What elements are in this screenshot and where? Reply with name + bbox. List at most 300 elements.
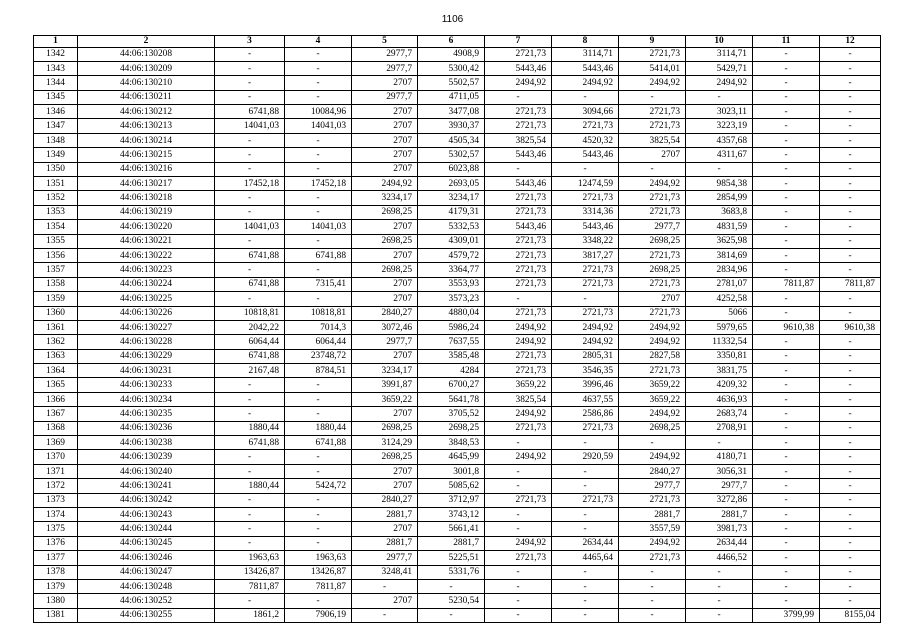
- value-cell: 3124,29: [352, 436, 418, 450]
- value-cell: 6741,88: [285, 436, 352, 450]
- table-row: [34, 608, 881, 622]
- value-cell: 1880,44: [285, 421, 352, 435]
- value-cell: 3364,77: [418, 263, 485, 277]
- value-cell: 5979,65: [686, 320, 753, 334]
- value-cell: -: [753, 61, 820, 75]
- value-cell: -: [215, 292, 285, 306]
- value-cell: 5641,78: [418, 392, 485, 406]
- value-cell: -: [820, 191, 881, 205]
- table-row: [34, 579, 881, 593]
- value-cell: -: [820, 133, 881, 147]
- value-cell: -: [753, 479, 820, 493]
- value-cell: -: [820, 349, 881, 363]
- table-row: [34, 133, 881, 147]
- value-cell: -: [820, 90, 881, 104]
- value-cell: 2721,73: [619, 47, 686, 61]
- table-row: [34, 335, 881, 349]
- cadastral-number-cell: 44:06:130245: [78, 536, 215, 550]
- value-cell: 10818,81: [285, 306, 352, 320]
- value-cell: 5424,72: [285, 479, 352, 493]
- value-cell: 2494,92: [352, 177, 418, 191]
- value-cell: -: [285, 263, 352, 277]
- value-cell: -: [485, 292, 552, 306]
- value-cell: 2881,7: [619, 508, 686, 522]
- value-cell: 7014,3: [285, 320, 352, 334]
- value-cell: -: [753, 378, 820, 392]
- column-header-8: 8: [552, 36, 619, 48]
- value-cell: 4637,55: [552, 392, 619, 406]
- value-cell: 2881,7: [418, 536, 485, 550]
- value-cell: 5443,46: [552, 61, 619, 75]
- value-cell: 2977,7: [352, 47, 418, 61]
- value-cell: 2707: [352, 162, 418, 176]
- value-cell: 11332,54: [686, 335, 753, 349]
- row-number-cell: 1369: [34, 436, 78, 450]
- value-cell: 3348,22: [552, 234, 619, 248]
- value-cell: 2721,73: [485, 205, 552, 219]
- value-cell: -: [619, 594, 686, 608]
- cadastral-number-cell: 44:06:130248: [78, 579, 215, 593]
- value-cell: -: [485, 508, 552, 522]
- value-cell: -: [753, 493, 820, 507]
- value-cell: -: [753, 392, 820, 406]
- value-cell: 2977,7: [352, 61, 418, 75]
- value-cell: 2840,27: [619, 464, 686, 478]
- table-row: [34, 119, 881, 133]
- value-cell: 2840,27: [352, 306, 418, 320]
- value-cell: -: [552, 565, 619, 579]
- value-cell: 1861,2: [215, 608, 285, 622]
- value-cell: 2707: [352, 133, 418, 147]
- value-cell: 2854,99: [686, 191, 753, 205]
- value-cell: 2920,59: [552, 450, 619, 464]
- value-cell: 14041,03: [215, 220, 285, 234]
- value-cell: -: [820, 220, 881, 234]
- value-cell: 4831,59: [686, 220, 753, 234]
- value-cell: 7811,87: [820, 277, 881, 291]
- value-cell: 5300,42: [418, 61, 485, 75]
- value-cell: 3557,59: [619, 522, 686, 536]
- cadastral-number-cell: 44:06:130224: [78, 277, 215, 291]
- row-number-cell: 1356: [34, 248, 78, 262]
- cadastral-number-cell: 44:06:130242: [78, 493, 215, 507]
- row-number-cell: 1357: [34, 263, 78, 277]
- value-cell: 2721,73: [485, 306, 552, 320]
- value-cell: 23748,72: [285, 349, 352, 363]
- value-cell: 3056,31: [686, 464, 753, 478]
- table-header: [34, 36, 881, 48]
- value-cell: 8155,04: [820, 608, 881, 622]
- value-cell: -: [820, 61, 881, 75]
- value-cell: 4711,05: [418, 90, 485, 104]
- value-cell: 2494,92: [619, 76, 686, 90]
- row-number-cell: 1373: [34, 493, 78, 507]
- row-number-cell: 1346: [34, 105, 78, 119]
- value-cell: 4357,68: [686, 133, 753, 147]
- row-number-cell: 1375: [34, 522, 78, 536]
- value-cell: 2042,22: [215, 320, 285, 334]
- value-cell: -: [753, 421, 820, 435]
- value-cell: -: [820, 47, 881, 61]
- value-cell: 5986,24: [418, 320, 485, 334]
- value-cell: 3817,27: [552, 248, 619, 262]
- value-cell: 2707: [352, 277, 418, 291]
- value-cell: 6064,44: [215, 335, 285, 349]
- value-cell: 10818,81: [215, 306, 285, 320]
- value-cell: -: [820, 205, 881, 219]
- value-cell: -: [753, 364, 820, 378]
- value-cell: -: [215, 464, 285, 478]
- value-cell: 2721,73: [485, 277, 552, 291]
- value-cell: 3799,99: [753, 608, 820, 622]
- value-cell: -: [215, 508, 285, 522]
- value-cell: -: [552, 522, 619, 536]
- table-row: [34, 450, 881, 464]
- value-cell: -: [285, 522, 352, 536]
- table-row: [34, 306, 881, 320]
- value-cell: 2977,7: [352, 90, 418, 104]
- value-cell: 2721,73: [619, 105, 686, 119]
- value-cell: 2167,48: [215, 364, 285, 378]
- table-row: [34, 407, 881, 421]
- value-cell: 9610,38: [753, 320, 820, 334]
- value-cell: -: [215, 61, 285, 75]
- value-cell: -: [485, 594, 552, 608]
- value-cell: 5085,62: [418, 479, 485, 493]
- value-cell: 3234,17: [352, 191, 418, 205]
- cadastral-number-cell: 44:06:130229: [78, 349, 215, 363]
- value-cell: -: [820, 292, 881, 306]
- value-cell: -: [686, 608, 753, 622]
- value-cell: 12474,59: [552, 177, 619, 191]
- value-cell: 5331,76: [418, 565, 485, 579]
- value-cell: 2707: [352, 464, 418, 478]
- value-cell: 2707: [352, 522, 418, 536]
- column-header-12: 12: [820, 36, 881, 48]
- cadastral-number-cell: 44:06:130226: [78, 306, 215, 320]
- value-cell: -: [753, 407, 820, 421]
- value-cell: 2707: [352, 292, 418, 306]
- cadastral-number-cell: 44:06:130240: [78, 464, 215, 478]
- table-row: [34, 162, 881, 176]
- table-row: [34, 522, 881, 536]
- value-cell: -: [753, 205, 820, 219]
- value-cell: -: [753, 349, 820, 363]
- value-cell: -: [215, 392, 285, 406]
- cadastral-number-cell: 44:06:130213: [78, 119, 215, 133]
- value-cell: 2494,92: [552, 76, 619, 90]
- cadastral-number-cell: 44:06:130236: [78, 421, 215, 435]
- value-cell: -: [686, 579, 753, 593]
- value-cell: -: [753, 292, 820, 306]
- value-cell: -: [485, 464, 552, 478]
- value-cell: -: [753, 551, 820, 565]
- cadastral-number-cell: 44:06:130216: [78, 162, 215, 176]
- row-number-cell: 1367: [34, 407, 78, 421]
- value-cell: 3825,54: [485, 392, 552, 406]
- row-number-cell: 1371: [34, 464, 78, 478]
- row-number-cell: 1379: [34, 579, 78, 593]
- value-cell: 9854,38: [686, 177, 753, 191]
- value-cell: 3023,11: [686, 105, 753, 119]
- value-cell: -: [485, 608, 552, 622]
- row-number-cell: 1351: [34, 177, 78, 191]
- value-cell: -: [215, 133, 285, 147]
- cadastral-number-cell: 44:06:130231: [78, 364, 215, 378]
- value-cell: -: [820, 436, 881, 450]
- row-number-cell: 1354: [34, 220, 78, 234]
- row-number-cell: 1378: [34, 565, 78, 579]
- value-cell: 1880,44: [215, 479, 285, 493]
- cadastral-number-cell: 44:06:130222: [78, 248, 215, 262]
- value-cell: 6741,88: [285, 248, 352, 262]
- row-number-cell: 1348: [34, 133, 78, 147]
- value-cell: -: [418, 608, 485, 622]
- value-cell: -: [753, 248, 820, 262]
- value-cell: -: [552, 436, 619, 450]
- row-number-cell: 1381: [34, 608, 78, 622]
- value-cell: -: [753, 47, 820, 61]
- value-cell: -: [686, 436, 753, 450]
- value-cell: -: [485, 162, 552, 176]
- value-cell: -: [215, 407, 285, 421]
- value-cell: -: [285, 234, 352, 248]
- value-cell: 4284: [418, 364, 485, 378]
- value-cell: -: [820, 234, 881, 248]
- row-number-cell: 1374: [34, 508, 78, 522]
- value-cell: -: [753, 177, 820, 191]
- value-cell: 2721,73: [485, 349, 552, 363]
- column-header-7: 7: [485, 36, 552, 48]
- value-cell: 14041,03: [285, 119, 352, 133]
- cadastral-number-cell: 44:06:130215: [78, 148, 215, 162]
- value-cell: 2698,25: [352, 205, 418, 219]
- value-cell: 3683,8: [686, 205, 753, 219]
- value-cell: 2721,73: [485, 234, 552, 248]
- value-cell: 3625,98: [686, 234, 753, 248]
- value-cell: -: [820, 421, 881, 435]
- value-cell: 3114,71: [686, 47, 753, 61]
- table-row: [34, 220, 881, 234]
- table-row: [34, 508, 881, 522]
- value-cell: 3705,52: [418, 407, 485, 421]
- value-cell: 2721,73: [485, 105, 552, 119]
- value-cell: 4466,52: [686, 551, 753, 565]
- value-cell: 3659,22: [352, 392, 418, 406]
- value-cell: 2721,73: [485, 551, 552, 565]
- table-row: [34, 493, 881, 507]
- value-cell: 5502,57: [418, 76, 485, 90]
- table-row: [34, 594, 881, 608]
- cadastral-number-cell: 44:06:130227: [78, 320, 215, 334]
- cadastral-number-cell: 44:06:130218: [78, 191, 215, 205]
- value-cell: 2977,7: [619, 220, 686, 234]
- value-cell: 5230,54: [418, 594, 485, 608]
- row-number-cell: 1358: [34, 277, 78, 291]
- value-cell: -: [215, 493, 285, 507]
- value-cell: 1963,63: [215, 551, 285, 565]
- cadastral-number-cell: 44:06:130208: [78, 47, 215, 61]
- value-cell: -: [753, 464, 820, 478]
- value-cell: 6741,88: [215, 349, 285, 363]
- value-cell: 3477,08: [418, 105, 485, 119]
- value-cell: 2698,25: [619, 421, 686, 435]
- value-cell: -: [753, 76, 820, 90]
- column-header-5: 5: [352, 36, 418, 48]
- value-cell: -: [215, 47, 285, 61]
- value-cell: 2721,73: [485, 421, 552, 435]
- value-cell: 5302,57: [418, 148, 485, 162]
- value-cell: 4636,93: [686, 392, 753, 406]
- value-cell: 6741,88: [215, 248, 285, 262]
- cadastral-number-cell: 44:06:130235: [78, 407, 215, 421]
- cadastral-number-cell: 44:06:130255: [78, 608, 215, 622]
- value-cell: 1963,63: [285, 551, 352, 565]
- value-cell: 3114,71: [552, 47, 619, 61]
- value-cell: 7315,41: [285, 277, 352, 291]
- value-cell: -: [820, 565, 881, 579]
- value-cell: 2698,25: [352, 421, 418, 435]
- value-cell: 2827,58: [619, 349, 686, 363]
- value-cell: 2721,73: [485, 263, 552, 277]
- value-cell: 2698,25: [352, 450, 418, 464]
- cadastral-number-cell: 44:06:130244: [78, 522, 215, 536]
- table-row: [34, 479, 881, 493]
- value-cell: 2721,73: [552, 277, 619, 291]
- value-cell: 2683,74: [686, 407, 753, 421]
- row-number-cell: 1366: [34, 392, 78, 406]
- table-row: [34, 320, 881, 334]
- value-cell: 2721,73: [619, 205, 686, 219]
- table-row: [34, 436, 881, 450]
- value-cell: -: [352, 579, 418, 593]
- value-cell: -: [215, 76, 285, 90]
- value-cell: 5443,46: [485, 148, 552, 162]
- value-cell: 5443,46: [485, 177, 552, 191]
- value-cell: -: [686, 594, 753, 608]
- table-row: [34, 234, 881, 248]
- row-number-cell: 1353: [34, 205, 78, 219]
- table-row: [34, 148, 881, 162]
- value-cell: 2698,25: [352, 234, 418, 248]
- column-header-6: 6: [418, 36, 485, 48]
- value-cell: -: [215, 148, 285, 162]
- row-number-cell: 1365: [34, 378, 78, 392]
- value-cell: -: [820, 177, 881, 191]
- row-number-cell: 1377: [34, 551, 78, 565]
- value-cell: 2494,92: [485, 320, 552, 334]
- value-cell: 2721,73: [485, 119, 552, 133]
- value-cell: -: [552, 464, 619, 478]
- value-cell: -: [820, 335, 881, 349]
- value-cell: 3659,22: [619, 378, 686, 392]
- value-cell: -: [619, 565, 686, 579]
- value-cell: 2721,73: [619, 364, 686, 378]
- value-cell: 4880,04: [418, 306, 485, 320]
- value-cell: -: [753, 148, 820, 162]
- value-cell: 3848,53: [418, 436, 485, 450]
- value-cell: 2707: [619, 292, 686, 306]
- value-cell: 2721,73: [552, 306, 619, 320]
- value-cell: -: [753, 522, 820, 536]
- value-cell: 5661,41: [418, 522, 485, 536]
- value-cell: -: [820, 119, 881, 133]
- value-cell: -: [753, 450, 820, 464]
- value-cell: 3991,87: [352, 378, 418, 392]
- value-cell: -: [285, 133, 352, 147]
- value-cell: 2721,73: [619, 119, 686, 133]
- value-cell: -: [418, 579, 485, 593]
- table-row: [34, 177, 881, 191]
- row-number-cell: 1359: [34, 292, 78, 306]
- value-cell: -: [485, 522, 552, 536]
- row-number-cell: 1344: [34, 76, 78, 90]
- value-cell: 3072,46: [352, 320, 418, 334]
- cadastral-number-cell: 44:06:130225: [78, 292, 215, 306]
- value-cell: 6700,27: [418, 378, 485, 392]
- value-cell: 4179,31: [418, 205, 485, 219]
- value-cell: 2698,25: [619, 263, 686, 277]
- value-cell: 2494,92: [619, 320, 686, 334]
- value-cell: -: [820, 105, 881, 119]
- table-row: [34, 76, 881, 90]
- value-cell: 2840,27: [352, 493, 418, 507]
- value-cell: -: [285, 90, 352, 104]
- cadastral-number-cell: 44:06:130219: [78, 205, 215, 219]
- value-cell: -: [686, 565, 753, 579]
- value-cell: -: [619, 162, 686, 176]
- value-cell: -: [215, 234, 285, 248]
- value-cell: -: [285, 407, 352, 421]
- value-cell: 2977,7: [352, 335, 418, 349]
- value-cell: 13426,87: [285, 565, 352, 579]
- row-number-cell: 1342: [34, 47, 78, 61]
- header-row: [34, 36, 881, 48]
- value-cell: -: [285, 464, 352, 478]
- cadastral-number-cell: 44:06:130241: [78, 479, 215, 493]
- value-cell: -: [552, 292, 619, 306]
- value-cell: 17452,18: [285, 177, 352, 191]
- value-cell: -: [753, 594, 820, 608]
- value-cell: -: [285, 76, 352, 90]
- value-cell: 6064,44: [285, 335, 352, 349]
- value-cell: 2721,73: [619, 493, 686, 507]
- value-cell: 6741,88: [215, 436, 285, 450]
- value-cell: -: [753, 162, 820, 176]
- value-cell: 8784,51: [285, 364, 352, 378]
- cadastral-number-cell: 44:06:130223: [78, 263, 215, 277]
- cadastral-value-table: [33, 35, 881, 623]
- value-cell: 2721,73: [552, 493, 619, 507]
- value-cell: 2721,73: [619, 306, 686, 320]
- value-cell: -: [215, 191, 285, 205]
- value-cell: 2708,91: [686, 421, 753, 435]
- value-cell: 3659,22: [619, 392, 686, 406]
- value-cell: -: [485, 565, 552, 579]
- row-number-cell: 1355: [34, 234, 78, 248]
- value-cell: 7811,87: [285, 579, 352, 593]
- row-number-cell: 1352: [34, 191, 78, 205]
- column-header-9: 9: [619, 36, 686, 48]
- column-header-1: 1: [34, 36, 78, 48]
- value-cell: 2721,73: [485, 191, 552, 205]
- value-cell: 2707: [352, 594, 418, 608]
- row-number-cell: 1345: [34, 90, 78, 104]
- value-cell: -: [820, 76, 881, 90]
- value-cell: -: [753, 536, 820, 550]
- row-number-cell: 1347: [34, 119, 78, 133]
- table-row: [34, 565, 881, 579]
